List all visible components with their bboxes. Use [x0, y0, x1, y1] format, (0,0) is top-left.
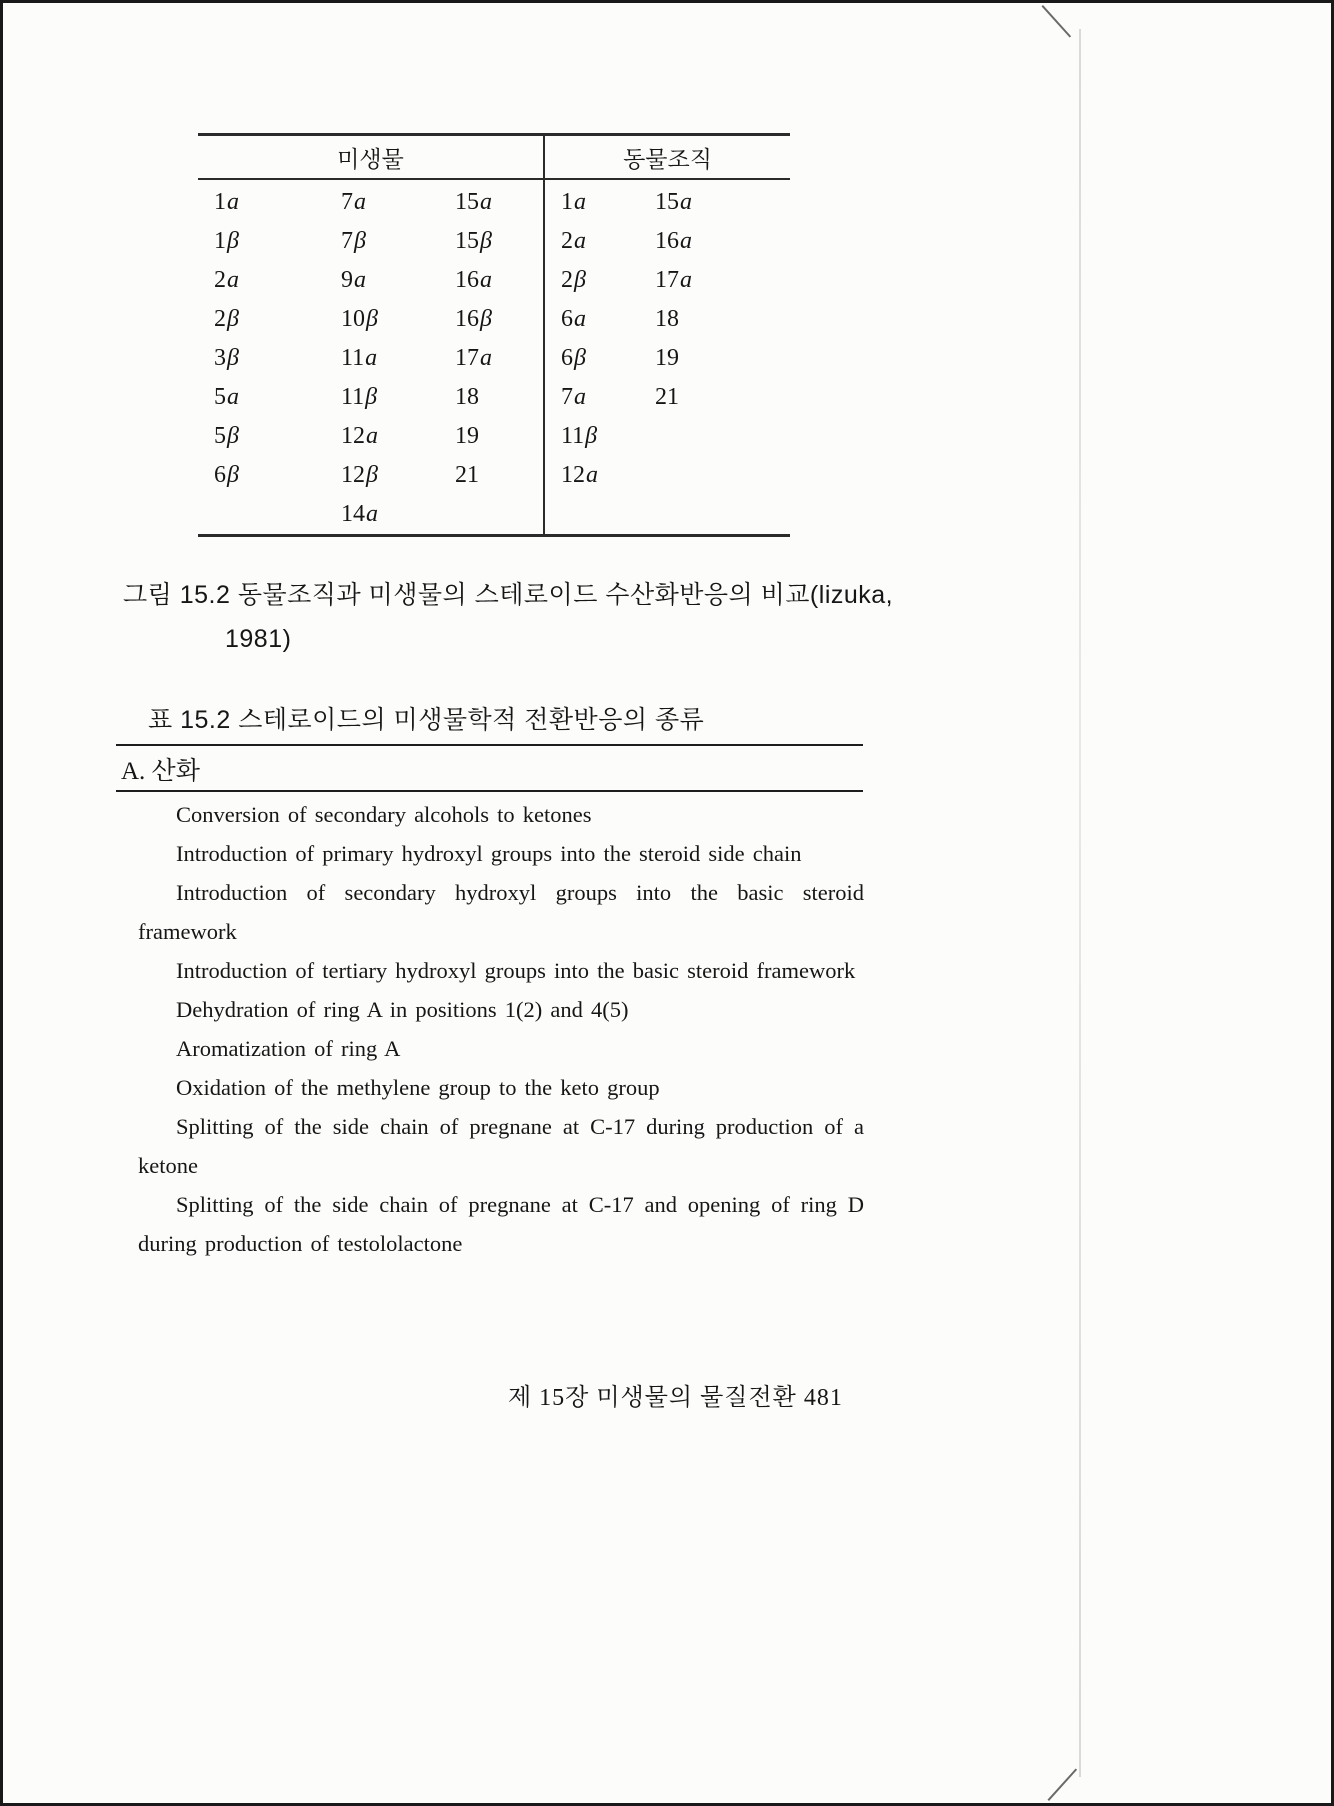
table-cell: 21 [455, 462, 479, 488]
page-edge-line [1079, 29, 1081, 1777]
transformation-list [138, 795, 864, 1263]
table-cell: 7 a [341, 189, 366, 215]
table-cell: 16 a [655, 228, 692, 254]
table-cell: 6 β [214, 462, 239, 488]
table-cell: 12 a [561, 462, 598, 488]
figure-caption-line2: 1981) [225, 625, 292, 653]
figure-caption [123, 573, 893, 661]
table-cell: 12 β [341, 462, 378, 488]
table-cell: 21 [655, 384, 679, 410]
table-cell: 2 β [214, 306, 239, 332]
table-column [455, 183, 543, 534]
animal-tissue-columns [545, 180, 790, 534]
table-cell: 16 a [455, 267, 492, 293]
table-cell: 6 a [561, 306, 586, 332]
table-cell [655, 417, 790, 456]
microorganism-columns [198, 180, 543, 534]
table-column [655, 183, 790, 534]
animal-tissue-header: 동물조직 [545, 136, 790, 180]
table-cell: 2 β [561, 267, 586, 293]
transformation-item: Introduction of secondary hydroxyl groups into the basic steroid framework [138, 880, 864, 944]
table-cell: 11 β [341, 384, 378, 410]
table-cell: 7 a [561, 384, 586, 410]
table-cell: 5 a [214, 384, 239, 410]
table-cell: 16 β [455, 306, 492, 332]
table-cell: 7 β [341, 228, 366, 254]
table-column [198, 183, 341, 534]
table-cell [655, 495, 790, 534]
microorganism-column-group [198, 136, 543, 534]
transformation-item: Aromatization of ring A [176, 1036, 401, 1061]
table-cell: 15 a [655, 189, 692, 215]
page-curl-bottom-right [1048, 1768, 1078, 1801]
table-cell: 14 a [341, 501, 378, 527]
transformation-item: Introduction of tertiary hydroxyl groups into the basic steroid framework [176, 958, 856, 983]
table-column [341, 183, 455, 534]
transformation-item: Conversion of secondary alcohols to ketones [176, 802, 592, 827]
table-column [545, 183, 655, 534]
table-cell: 10 β [341, 306, 378, 332]
table-cell: 1 β [214, 228, 239, 254]
table-cell [655, 456, 790, 495]
table-cell [561, 495, 655, 534]
table-cell: 1 a [561, 189, 586, 215]
table-cell: 19 [455, 423, 479, 449]
table-cell: 9 a [341, 267, 366, 293]
table-cell [455, 495, 543, 534]
section-heading-oxidation: A. 산화 [121, 758, 200, 785]
table-cell: 3 β [214, 345, 239, 371]
table-cell: 11 β [561, 423, 598, 449]
table-cell: 15 a [455, 189, 492, 215]
table-cell: 17 a [655, 267, 692, 293]
table-title: 표 15.2 스테로이드의 미생물학적 전환반응의 종류 [148, 706, 705, 734]
transformation-item: Splitting of the side chain of pregnane at C-17 and opening of ring D during production of testololactone [138, 1192, 864, 1256]
horizontal-rule-top [116, 744, 863, 746]
figure-caption-line1: 그림 15.2 동물조직과 미생물의 스테로이드 수산화반응의 비교(lizuka, [123, 581, 894, 609]
table-cell: 1 a [214, 189, 239, 215]
table-cell: 2 a [561, 228, 586, 254]
horizontal-rule-bottom [116, 790, 863, 792]
table-cell: 17 a [455, 345, 492, 371]
hydroxylation-comparison-table [198, 133, 790, 537]
table-cell: 18 [455, 384, 479, 410]
animal-tissue-column-group [543, 136, 790, 534]
table-cell: 6 β [561, 345, 586, 371]
table-cell: 2 a [214, 267, 239, 293]
table-cell: 12 a [341, 423, 378, 449]
table-cell: 19 [655, 345, 679, 371]
table-cell: 15 β [455, 228, 492, 254]
table-cell: 11 a [341, 345, 378, 371]
page-footer: 제 15장 미생물의 물질전환 481 [508, 1385, 843, 1411]
transformation-item: Splitting of the side chain of pregnane at C-17 during production of a ketone [138, 1114, 864, 1178]
microorganism-header: 미생물 [198, 136, 543, 180]
page-curl-top-right [1042, 5, 1072, 38]
transformation-item: Introduction of primary hydroxyl groups into the steroid side chain [176, 841, 802, 866]
table-cell: 5 β [214, 423, 239, 449]
transformation-item: Oxidation of the methylene group to the keto group [176, 1075, 660, 1100]
table-cell: 18 [655, 306, 679, 332]
table-cell [214, 495, 341, 534]
transformation-item: Dehydration of ring A in positions 1(2) and 4(5) [176, 997, 629, 1022]
